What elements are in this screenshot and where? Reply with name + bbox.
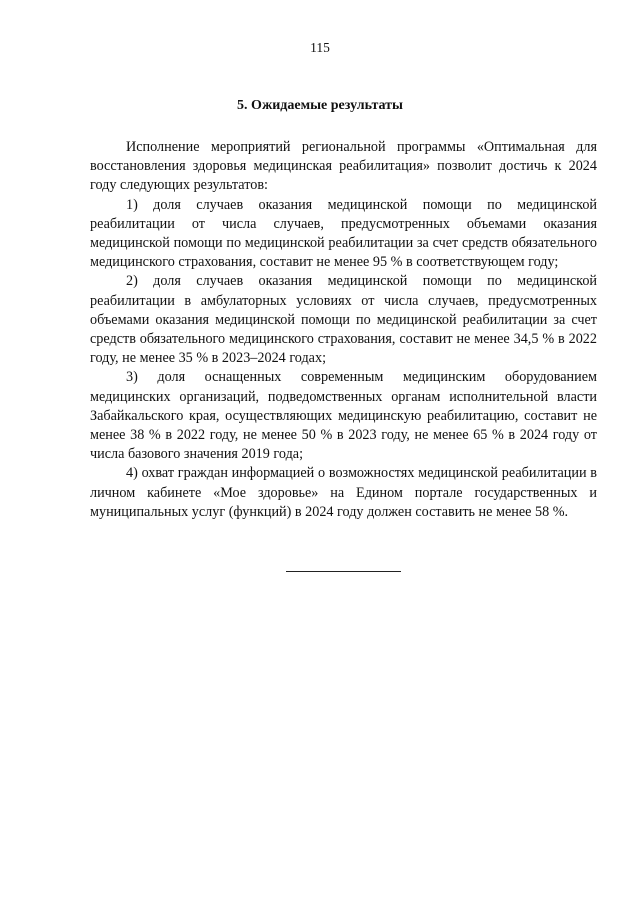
section-heading: 5. Ожидаемые результаты: [237, 98, 403, 113]
result-item-3: 3) доля оснащенных современным медицинским оборудованием медицинских организаций, подведомственных органам исполнительной власти Забайкальского края, осуществляющих медицинскую реабилитацию, составит не менее 38 % в 2022 году, не менее 50 % в 2023 году, не менее 65 % в 2024 году от числа базового значения 2019 года;: [90, 369, 597, 463]
result-item-4: 4) охват граждан информацией о возможностях медицинской реабилитации в личном кабинете «Мое здоровье» на Едином портале государственных и муниципальных услуг (функций) в 2024 году должен составить не менее 58 %.: [90, 465, 597, 520]
end-divider-line: [286, 571, 401, 572]
intro-paragraph: Исполнение мероприятий региональной программы «Оптимальная для восстановления здоровья медицинская реабилитация» позволит достичь к 2024 году следующих результатов:: [90, 139, 597, 194]
result-item-2: 2) доля случаев оказания медицинской помощи по медицинской реабилитации в амбулаторных условиях от числа случаев, предусмотренных объемами оказания медицинской помощи по медицинской реабилитации за счет средств обязательного медицинского страхования, составит не менее 34,5 % в 2022 году, не менее 35 % в 2023–2024 годах;: [90, 273, 597, 367]
section-body: [90, 138, 597, 522]
result-item-1: 1) доля случаев оказания медицинской помощи по медицинской реабилитации от числа случаев, предусмотренных объемами оказания медицинской помощи по медицинской реабилитации за счет средств обязательного медицинского страхования, составит не менее 95 % в соответствующем году;: [90, 196, 597, 271]
page-number: 115: [310, 40, 330, 55]
